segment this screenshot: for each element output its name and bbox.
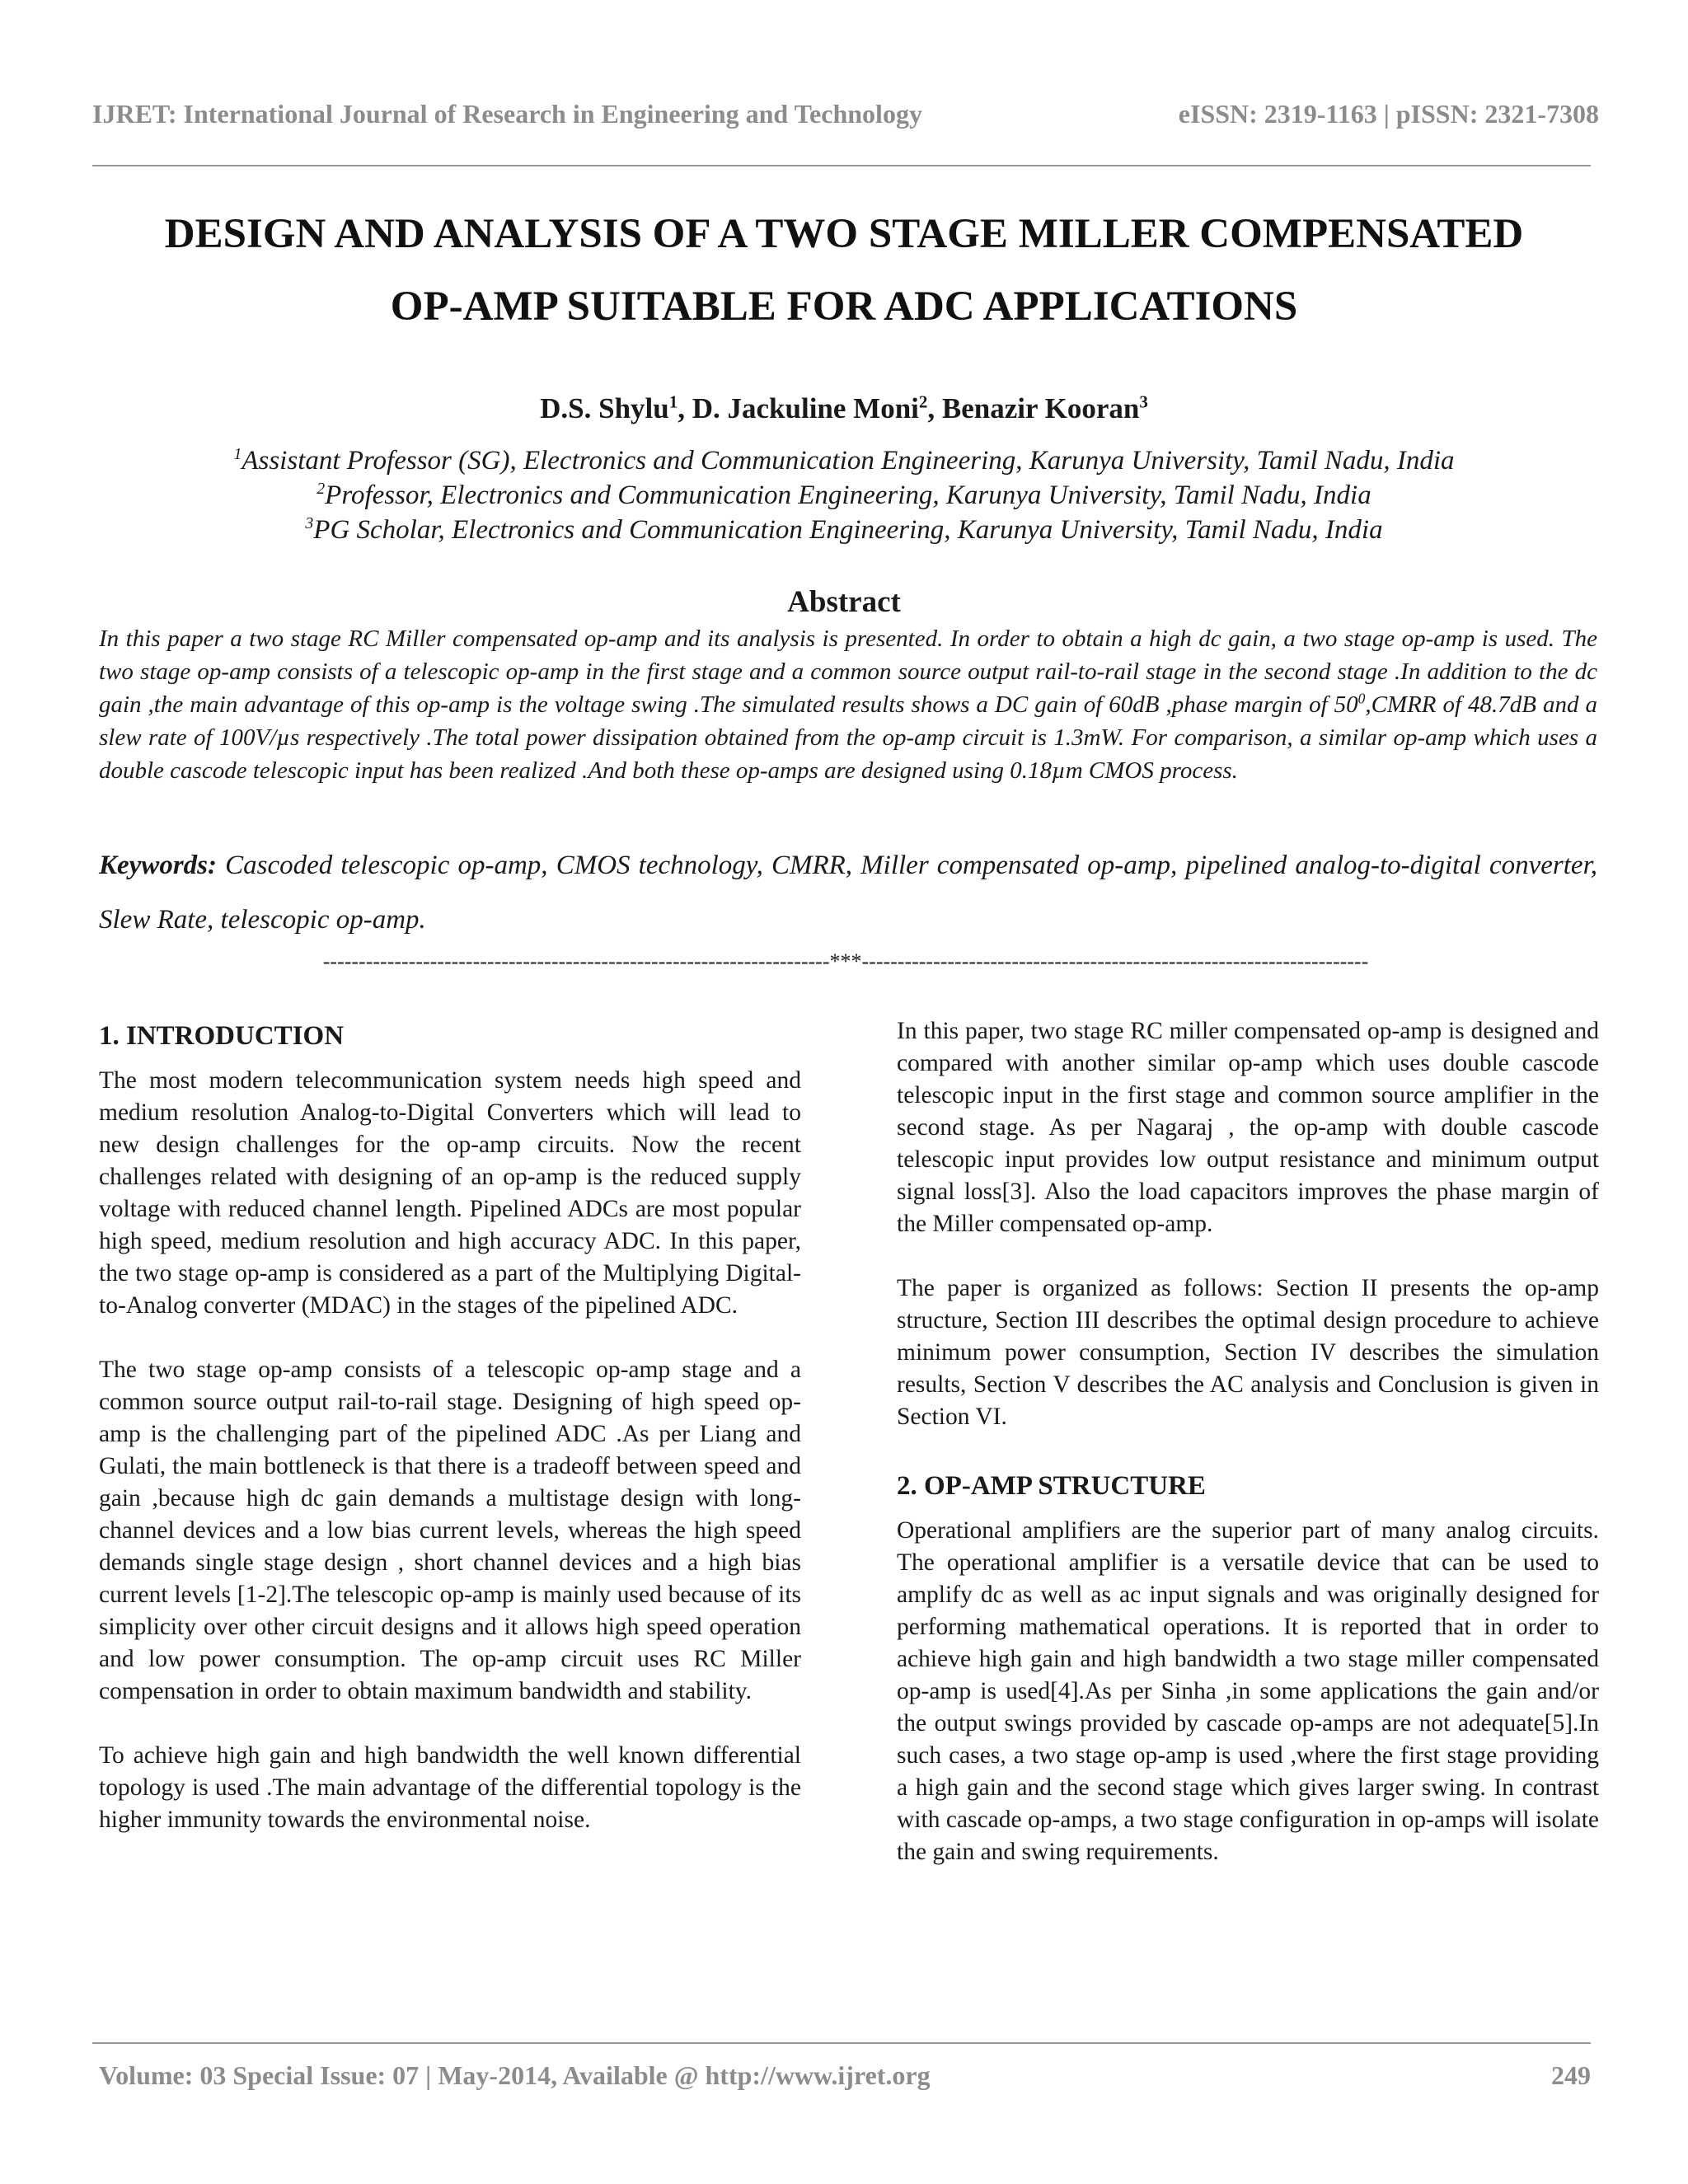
abstract-text-continued: ,CMRR of 48.7dB and a slew rate of 100V/µs respectively .The total power dissipation obtained from the op-amp circuit is 1.3mW. For comparison, a similar op-amp which uses a double cascode telescopic input has been realized .And both these op-amps are designed using 0.18µm CMOS process. (99, 691, 1597, 784)
journal-name: IJRET: International Journal of Research in Engineering and Technology (92, 99, 922, 129)
keywords-block (99, 838, 1597, 947)
author-name: D. Jackuline Moni (692, 392, 919, 424)
affiliation-mark: 3 (305, 514, 314, 532)
abstract-heading: Abstract (787, 585, 901, 619)
author-mark: 2 (918, 391, 928, 412)
author-name: Benazir Kooran (941, 392, 1140, 424)
affiliation-text: PG Scholar, Electronics and Communication Engineering, Karunya University, Tamil Nadu, India (313, 515, 1383, 545)
volume-info: Volume: 03 Special Issue: 07 | May-2014, Available @ http://www.ijret.org (99, 2060, 931, 2090)
affiliation-item (0, 478, 1688, 513)
abstract-text: In this paper a two stage RC Miller compensated op-amp and its analysis is presented. In order to obtain a high dc gain, a two stage op-amp is used. The two stage op-amp consists of a telescopic op-amp in the first stage and a common source output rail-to-rail stage in the second stage .In addition to the dc gain ,the main advantage of this op-amp is the voltage swing .The simulated results shows a DC gain of 60dB ,phase margin of 50 (99, 626, 1597, 718)
body-paragraph: In this paper, two stage RC miller compensated op-amp is designed and compared with another similar op-amp which uses double cascode telescopic input in the first stage and common source amplifier in the second stage. As per Nagaraj , the op-amp with double cascode telescopic input provides low output resistance and minimum output signal loss[3]. Also the load capacitors improves the phase margin of the Miller compensated op-amp. (897, 1018, 1599, 1237)
footer-rule (92, 2042, 1591, 2044)
section-separator: -----------------------------------------------------------------------***----------------------------------------------------------------------- (322, 949, 1369, 973)
body-paragraph: To achieve high gain and high bandwidth the well known differential topology is used .The main advantage of the differential topology is the higher immunity towards the environmental noise. (99, 1742, 801, 1833)
title-line-1: DESIGN AND ANALYSIS OF A TWO STAGE MILLER COMPENSATED (164, 211, 1524, 257)
author-mark: 1 (668, 391, 678, 412)
body-paragraph: The two stage op-amp consists of a telescopic op-amp stage and a common source output rail-to-rail stage. Designing of high speed op-amp is the challenging part of the pipelined ADC .As per Liang and Gulati, the main bottleneck is that there is a tradeoff between speed and gain ,because high dc gain demands a multistage design with long-channel devices and a low bias current levels, whereas the high speed demands single stage design , short channel devices and a high bias current levels [1-2].The telescopic op-amp is mainly used because of its simplicity over other circuit designs and it allows high speed operation and low power consumption. The op-amp circuit uses RC Miller compensation in order to obtain maximum bandwidth and stability. (99, 1357, 801, 1704)
section-heading-op-amp-structure: 2. OP-AMP STRUCTURE (897, 1471, 1206, 1501)
body-paragraph: The paper is organized as follows: Section II presents the op-amp structure, Section III describes the optimal design procedure to achieve minimum power consumption, Section IV describes the simulation results, Section V describes the AC analysis and Conclusion is given in Section VI. (897, 1275, 1599, 1430)
title-line-2: OP-AMP SUITABLE FOR ADC APPLICATIONS (390, 284, 1298, 330)
page-number: 249 (1551, 2060, 1591, 2090)
header-rule (92, 165, 1591, 166)
degree-superscript: 0 (1357, 690, 1366, 707)
affiliation-text: Professor, Electronics and Communication Engineering, Karunya University, Tamil Nadu, India (325, 480, 1372, 510)
affiliation-mark: 2 (316, 480, 326, 498)
author-list: D.S. Shylu$^1$, D. Jackuline Moni$^2$, Benazir Kooran$^3$ (540, 391, 1148, 424)
affiliation-mark: 1 (233, 445, 242, 463)
right-column (897, 1015, 1599, 1900)
author-mark: 3 (1139, 391, 1148, 412)
keywords-label: Keywords: (99, 851, 217, 880)
section-heading-introduction: 1. INTRODUCTION (99, 1021, 345, 1051)
body-paragraph: The most modern telecommunication system needs high speed and medium resolution Analog-to-Digital Converters which will lead to new design challenges for the op-amp circuits. Now the recent challenges related with designing of an op-amp is the reduced supply voltage with reduced channel length. Pipelined ADCs are most popular high speed, medium resolution and high accuracy ADC. In this paper, the two stage op-amp is considered as a part of the Multiplying Digital-to-Analog converter (MDAC) in the stages of the pipelined ADC. (99, 1067, 801, 1319)
affiliation-item (0, 513, 1688, 547)
affiliation-list (0, 443, 1688, 547)
page-footer (99, 2060, 1591, 2091)
paper-title (82, 198, 1606, 343)
body-paragraph: Operational amplifiers are the superior part of many analog circuits. The operational amplifier is a versatile device that can be used to amplify dc as well as ac input signals and was originally designed for performing mathematical operations. It is reported that in order to achieve high gain and high bandwidth a two stage miller compensated op-amp is used[4].As per Sinha ,in some applications the gain and/or the output swings provided by cascade op-amps are not adequate[5].In such cases, a two stage op-amp is used ,where the first stage providing a high gain and the second stage which gives larger swing. In contrast with cascade op-amps, a two stage configuration in op-amps will isolate the gain and swing requirements. (897, 1517, 1599, 1865)
abstract-body (99, 622, 1597, 787)
keywords-text: Cascoded telescopic op-amp, CMOS technology, CMRR, Miller compensated op-amp, pipelined analog-to-digital converter, Slew Rate, telescopic op-amp. (99, 851, 1598, 935)
left-column (99, 1015, 801, 1868)
issn-numbers: eISSN: 2319-1163 | pISSN: 2321-7308 (1178, 99, 1599, 129)
author-name: D.S. Shylu (540, 392, 669, 424)
affiliation-item (0, 443, 1688, 478)
page-header (92, 99, 1599, 129)
affiliation-text: Assistant Professor (SG), Electronics and Communication Engineering, Karunya University, Tamil Nadu, India (241, 446, 1455, 476)
